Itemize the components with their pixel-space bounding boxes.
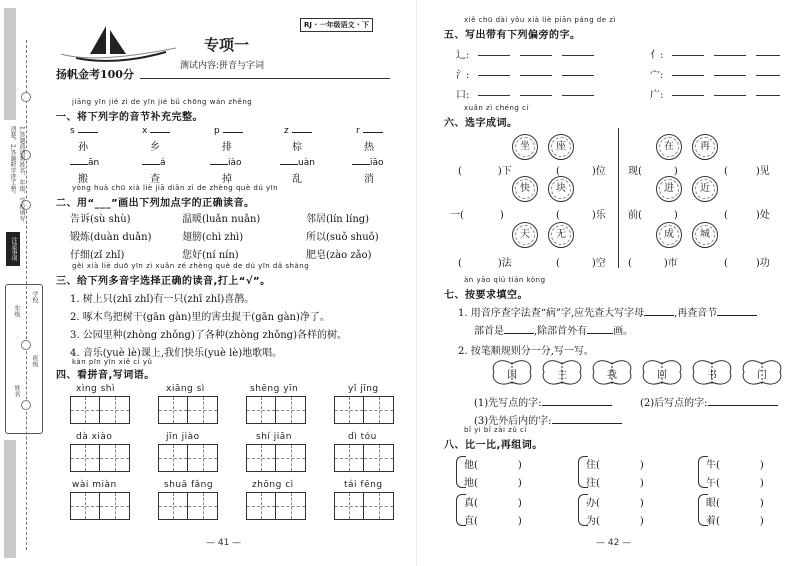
notice-text: 1.答题前请将姓名、年级、学校填写清楚。2.答题时字迹工整。 xyxy=(9,126,25,222)
char-circle: 成 xyxy=(656,222,682,248)
s1-final: iāo xyxy=(370,158,384,168)
answer-line[interactable] xyxy=(478,75,510,76)
page-subtitle: 测试内容:拼音与字词 xyxy=(180,61,265,71)
s2-title: 二、用“___”画出下列加点字的正确读音。 xyxy=(56,198,255,209)
s1-blank[interactable] xyxy=(210,156,228,165)
answer-blank[interactable] xyxy=(717,307,757,316)
answer-blank[interactable] xyxy=(552,415,622,424)
s2-item[interactable]: 所以(suǒ shuǒ) xyxy=(306,232,379,243)
s5-pinyin: xiě chū dài yǒu xià liè piān páng de zì xyxy=(464,16,616,24)
s8-pinyin: bǐ yi bǐ zài zǔ cí xyxy=(464,426,527,434)
s8-group[interactable]: 牛( ) xyxy=(706,460,764,471)
answer-line[interactable] xyxy=(714,55,746,56)
butterfly-card[interactable]: 门 xyxy=(740,358,784,388)
page-number-right: — 42 — xyxy=(596,538,632,548)
s8-group[interactable]: 真( ) xyxy=(464,498,522,509)
writing-grid[interactable] xyxy=(70,444,130,472)
s7-pinyin: àn yāo qiú tián kòng xyxy=(464,276,546,284)
answer-line[interactable] xyxy=(478,55,510,56)
writing-grid[interactable] xyxy=(158,396,218,424)
char-circle: 城 xyxy=(692,222,718,248)
s6-blank-left[interactable]: ( )下 xyxy=(458,166,512,177)
char-circle: 无 xyxy=(548,222,574,248)
writing-grid[interactable] xyxy=(158,492,218,520)
answer-line[interactable] xyxy=(520,95,552,96)
char-circle: 快 xyxy=(512,176,538,202)
s1-char: 孙 xyxy=(78,142,88,153)
field-class: 班级 xyxy=(31,355,38,367)
binding-hole xyxy=(21,92,31,102)
writing-grid[interactable] xyxy=(70,492,130,520)
writing-grid[interactable] xyxy=(70,396,130,424)
writing-grid[interactable] xyxy=(334,492,394,520)
s4-pinyin-word: xiāng sì xyxy=(166,384,205,394)
s1-blank[interactable] xyxy=(223,124,243,133)
char-circle: 坐 xyxy=(512,134,538,160)
radical-label: 宀: xyxy=(650,70,664,81)
answer-line[interactable] xyxy=(562,75,594,76)
s6-blank-left[interactable]: ( )法 xyxy=(458,258,512,269)
s6-blank-left[interactable]: 一( ) xyxy=(450,210,504,221)
s2-item[interactable]: 邻居(lín líng) xyxy=(306,214,370,225)
s1-char: 排 xyxy=(222,142,232,153)
answer-blank[interactable] xyxy=(542,397,612,406)
s7-q1-line1: 1. 用音序查字法查“病”字,应先查大写字母 ,再查音节 xyxy=(458,304,757,319)
char-circle: 进 xyxy=(656,176,682,202)
writing-grid[interactable] xyxy=(246,396,306,424)
answer-line[interactable] xyxy=(714,95,746,96)
gray-bar-top xyxy=(4,8,16,120)
s3-item[interactable]: 3. 公园里种(zhòng zhǒng)了各种(zhòng zhǒng)各样的树。 xyxy=(70,330,347,341)
s1-blank[interactable] xyxy=(142,156,160,165)
s6-pinyin: xuǎn zì chéng cí xyxy=(464,104,529,112)
s6-blank-left[interactable]: ( )位 xyxy=(556,166,606,177)
s6-blank-right[interactable]: 前( ) xyxy=(628,210,678,221)
field-grade: 年级 xyxy=(13,305,20,317)
s7-a3: (3)先外后内的字: xyxy=(474,412,622,427)
s1-blank[interactable] xyxy=(352,156,370,165)
char-circle: 座 xyxy=(548,134,574,160)
writing-grid[interactable] xyxy=(246,492,306,520)
s6-title: 六、选字成词。 xyxy=(444,118,518,129)
s3-pinyin: gěi xià liè duō yīn zì xuǎn zé zhèng què de dú yīn dǎ shàng xyxy=(72,262,310,270)
s4-pinyin-word: shí jiān xyxy=(256,432,292,442)
s4-pinyin-word: yǐ jīng xyxy=(348,384,379,394)
s1-blank[interactable] xyxy=(280,156,298,165)
s4-pinyin-word: shuā fǎng xyxy=(164,480,214,490)
binding-sidebar xyxy=(0,0,44,566)
s6-blank-right[interactable]: ( )功 xyxy=(724,258,770,269)
s7-a1: (1)先写点的字: xyxy=(474,394,612,409)
s1-initial: x xyxy=(142,126,148,136)
s2-item[interactable]: 翅膀(chì zhì) xyxy=(182,232,244,243)
writing-grid[interactable] xyxy=(246,444,306,472)
header-rule xyxy=(140,78,390,79)
butterfly-card[interactable]: 书 xyxy=(690,358,734,388)
s6-blank-left[interactable]: ( )乐 xyxy=(556,210,606,221)
s6-blank-right[interactable]: 现( ) xyxy=(628,166,678,177)
notice-label: 注意事项 xyxy=(6,232,20,266)
s1-blank[interactable] xyxy=(150,124,170,133)
radical-label: 亻: xyxy=(650,50,664,61)
answer-blank[interactable] xyxy=(708,397,778,406)
s3-item[interactable]: 4. 音乐(yuè lè)课上,我们快乐(yuè lè)地歌唱。 xyxy=(70,348,283,359)
s7-title: 七、按要求填空。 xyxy=(444,290,528,301)
s1-char: 乡 xyxy=(150,142,160,153)
s7-a2: (2)后写点的字: xyxy=(640,394,778,409)
s8-title: 八、比一比,再组词。 xyxy=(444,440,543,451)
s4-pinyin-word: shēng yīn xyxy=(250,384,299,394)
s3-item[interactable]: 1. 树上只(zhī zhǐ)有一只(zhī zhǐ)喜鹊。 xyxy=(70,294,255,305)
s1-char: 乱 xyxy=(292,174,302,185)
s1-final: ān xyxy=(88,158,100,168)
s2-pinyin: yòng huà chū xià liè jiā diǎn zì de zhèng què dú yīn xyxy=(72,184,279,192)
s1-title: 一、将下列字的音节补充完整。 xyxy=(56,112,203,123)
answer-line[interactable] xyxy=(714,75,746,76)
s2-item[interactable]: 仔细(zǐ zhǐ) xyxy=(70,250,125,261)
char-circle: 块 xyxy=(548,176,574,202)
answer-line[interactable] xyxy=(672,55,704,56)
s8-group[interactable]: 往( ) xyxy=(586,478,644,489)
s4-pinyin-word: dà xiào xyxy=(76,432,113,442)
answer-blank[interactable] xyxy=(587,325,613,334)
s8-group[interactable]: 眼( ) xyxy=(706,498,764,509)
s8-group[interactable]: 直( ) xyxy=(464,516,522,527)
s1-final: uàn xyxy=(298,158,315,168)
answer-line[interactable] xyxy=(756,75,780,76)
s8-group[interactable]: 着( ) xyxy=(706,516,764,527)
s4-pinyin: kàn pīn yīn xiě cí yǔ xyxy=(72,358,153,366)
s1-final: iào xyxy=(228,158,242,168)
sailboat-icon xyxy=(56,22,186,72)
s6-divider xyxy=(618,128,619,268)
s3-item[interactable]: 2. 啄木鸟把树干(gān gàn)里的害虫捉干(gān gàn)净了。 xyxy=(70,312,330,323)
answer-line[interactable] xyxy=(562,95,594,96)
writing-grid[interactable] xyxy=(334,444,394,472)
s4-pinyin-word: dì tóu xyxy=(348,432,377,442)
s8-group[interactable]: 为( ) xyxy=(586,516,644,527)
page-title: 专项一 xyxy=(204,36,250,54)
s4-pinyin-word: zhōng cì xyxy=(252,480,294,490)
s6-blank-left[interactable]: ( )空 xyxy=(556,258,606,269)
field-school: 学校 xyxy=(31,291,38,303)
answer-line[interactable] xyxy=(672,95,704,96)
answer-line[interactable] xyxy=(672,75,704,76)
answer-line[interactable] xyxy=(756,55,780,56)
gray-bar-bottom xyxy=(4,440,16,558)
s1-initial: z xyxy=(284,126,289,136)
student-info-box xyxy=(5,284,43,434)
s1-char: 搬 xyxy=(78,174,88,185)
grade-tag: RJ · 一年级语文 · 下 xyxy=(300,18,373,32)
writing-grid[interactable] xyxy=(334,396,394,424)
s1-pinyin: jiāng yīn jié zì de yīn jié bǔ chōng wán zhěng xyxy=(72,98,253,106)
s1-char: 查 xyxy=(150,174,160,185)
radical-label: 广: xyxy=(650,90,664,101)
s2-item[interactable]: 您好(ní nín) xyxy=(182,250,239,261)
s1-blank[interactable] xyxy=(292,124,312,133)
writing-grid[interactable] xyxy=(158,444,218,472)
answer-blank[interactable] xyxy=(644,307,674,316)
s1-blank[interactable] xyxy=(70,156,88,165)
s8-group[interactable]: 午( ) xyxy=(706,478,764,489)
s1-char: 棕 xyxy=(292,142,302,153)
s4-pinyin-word: wài miàn xyxy=(72,480,117,490)
char-circle: 再 xyxy=(692,134,718,160)
s2-item[interactable]: 锻炼(duàn duǎn) xyxy=(70,232,152,243)
s2-item[interactable]: 温暖(luǎn nuǎn) xyxy=(182,214,261,225)
butterfly-card[interactable]: 国 xyxy=(490,358,534,388)
answer-line[interactable] xyxy=(478,95,510,96)
answer-line[interactable] xyxy=(520,75,552,76)
s1-initial: r xyxy=(356,126,360,136)
s6-blank-right[interactable]: ( )处 xyxy=(724,210,770,221)
logo-text: 扬帆金考100分 xyxy=(56,68,134,81)
s1-blank[interactable] xyxy=(78,124,98,133)
s4-pinyin-word: xìng shì xyxy=(76,384,115,394)
char-circle: 在 xyxy=(656,134,682,160)
page-divider xyxy=(416,0,417,566)
s1-char: 掉 xyxy=(222,174,232,185)
answer-line[interactable] xyxy=(520,55,552,56)
answer-line[interactable] xyxy=(562,55,594,56)
butterfly-card[interactable]: 主 xyxy=(540,358,584,388)
s8-group[interactable]: 办( ) xyxy=(586,498,644,509)
s1-char: 消 xyxy=(364,174,374,185)
s4-title: 四、看拼音,写词语。 xyxy=(56,370,155,381)
s8-group[interactable]: 住( ) xyxy=(586,460,644,471)
page-number-left: — 41 — xyxy=(206,538,242,548)
header-logo xyxy=(56,22,186,72)
s2-item[interactable]: 肥皂(zào zǎo) xyxy=(306,250,372,261)
answer-blank[interactable] xyxy=(504,325,534,334)
radical-label: 辶: xyxy=(456,50,470,61)
s5-title: 五、写出带有下列偏旁的字。 xyxy=(444,30,581,41)
radical-label: 口: xyxy=(456,90,470,101)
s1-initial: p xyxy=(214,126,220,136)
s4-pinyin-word: tái fēng xyxy=(344,480,383,490)
s1-initial: s xyxy=(70,126,75,136)
s7-q2: 2. 按笔顺规则分一分,写一写。 xyxy=(458,346,594,357)
s1-char: 热 xyxy=(364,142,374,153)
s7-q1-line2: 部首是 ,除部首外有 画。 xyxy=(474,326,634,337)
s1-final: á xyxy=(160,158,166,168)
s6-blank-right[interactable]: ( )见 xyxy=(724,166,770,177)
field-name: 姓名 xyxy=(13,385,20,397)
s6-blank-right[interactable]: ( )市 xyxy=(628,258,678,269)
butterfly-card[interactable]: 回 xyxy=(640,358,684,388)
s8-group[interactable]: 他( ) xyxy=(464,460,522,471)
char-circle: 近 xyxy=(692,176,718,202)
s8-group[interactable]: 地( ) xyxy=(464,478,522,489)
s1-blank[interactable] xyxy=(363,124,383,133)
answer-line[interactable] xyxy=(756,95,780,96)
s3-title: 三、给下列多音字选择正确的读音,打上“√”。 xyxy=(56,276,271,287)
s4-pinyin-word: jīn jiào xyxy=(166,432,200,442)
s2-item[interactable]: 告诉(sù shù) xyxy=(70,214,131,225)
butterfly-card[interactable]: 我 xyxy=(590,358,634,388)
radical-label: 氵: xyxy=(456,70,470,81)
char-circle: 天 xyxy=(512,222,538,248)
